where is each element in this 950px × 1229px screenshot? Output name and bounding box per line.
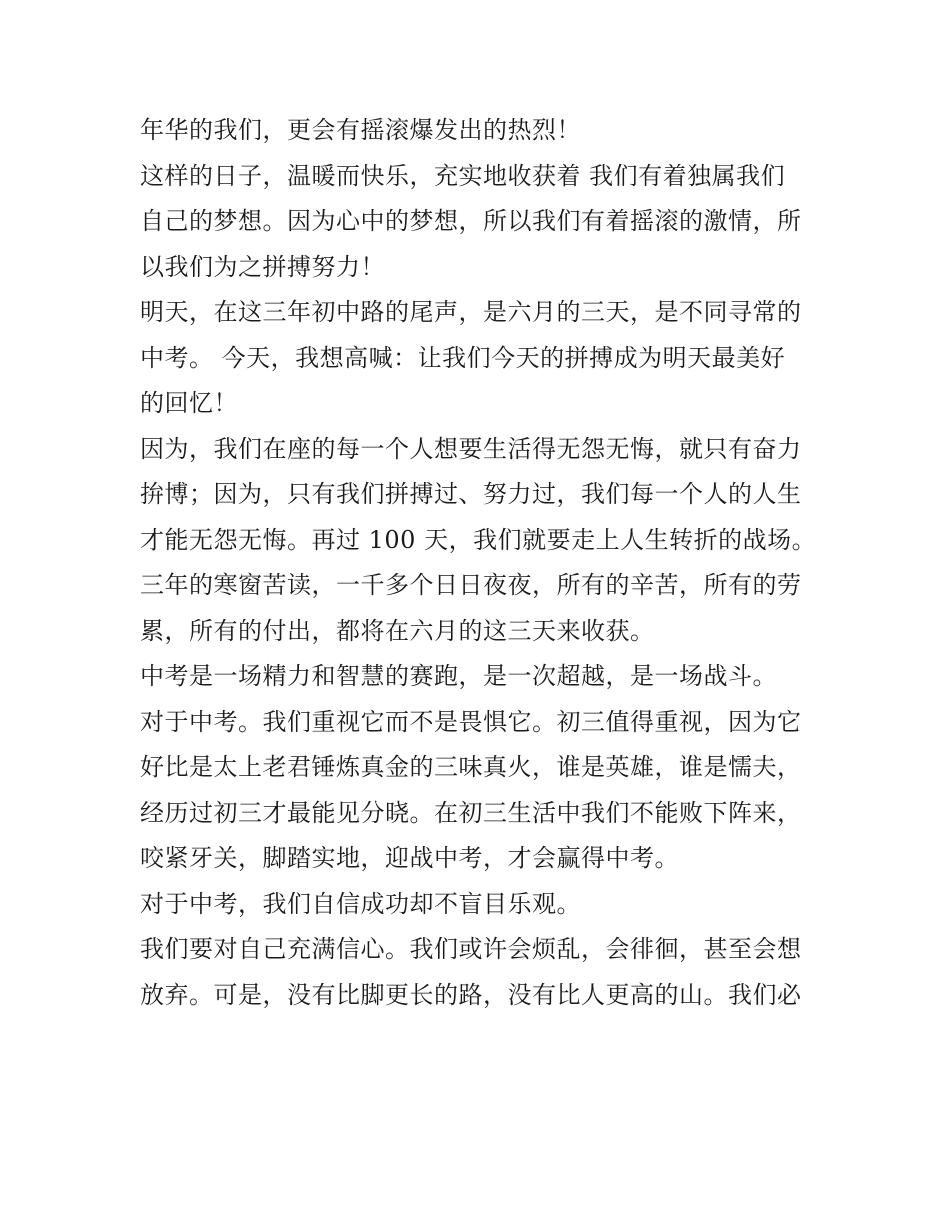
text-line: 这样的日子，温暖而快乐，充实地收获着 我们有着独属我们 xyxy=(140,161,786,190)
text-line: 才能无怨无悔。再过 100 天，我们就要走上人生转折的战场。 xyxy=(140,525,817,554)
text-line: 好比是太上老君锤炼真金的三味真火，谁是英雄，谁是懦夫， xyxy=(140,753,802,781)
text-line: 拚博；因为，只有我们拼搏过、努力过，我们每一个人的人生 xyxy=(140,480,802,508)
text-line: 三年的寒窗苦读，一千多个日日夜夜，所有的辛苦，所有的劳 xyxy=(140,571,802,599)
text-line: 明天，在这三年初中路的尾声，是六月的三天，是不同寻常的 xyxy=(140,298,802,326)
text-line: 的回忆！ xyxy=(140,389,238,417)
text-line: 累，所有的付出，都将在六月的这三天来收获。 xyxy=(140,616,655,645)
text-line: 对于中考，我们自信成功却不盲目乐观。 xyxy=(140,889,581,918)
text-line: 我们要对自己充满信心。我们或许会烦乱，会徘徊，甚至会想 xyxy=(140,935,802,963)
text-line: 中考是一场精力和智慧的赛跑，是一次超越，是一场战斗。 xyxy=(140,662,777,690)
text-line: 自己的梦想。因为心中的梦想，所以我们有着摇滚的激情，所 xyxy=(140,207,802,235)
text-line: 放弃。可是，没有比脚更长的路，没有比人更高的山。我们必 xyxy=(140,980,802,1009)
text-line: 咬紧牙关，脚踏实地，迎战中考，才会赢得中考。 xyxy=(140,844,679,872)
text-line: 因为，我们在座的每一个人想要生活得无怨无悔，就只有奋力 xyxy=(140,434,802,463)
text-line: 经历过初三才最能见分晓。在初三生活中我们不能败下阵来， xyxy=(140,798,802,827)
text-line: 中考。 今天，我想高喊：让我们今天的拼搏成为明天最美好 xyxy=(140,343,786,372)
text-line: 对于中考。我们重视它而不是畏惧它。初三值得重视，因为它 xyxy=(140,707,802,736)
document-body xyxy=(140,108,840,1018)
text-line: 以我们为之拼搏努力！ xyxy=(140,252,385,281)
text-line: 年华的我们，更会有摇滚爆发出的热烈！ xyxy=(140,116,581,144)
